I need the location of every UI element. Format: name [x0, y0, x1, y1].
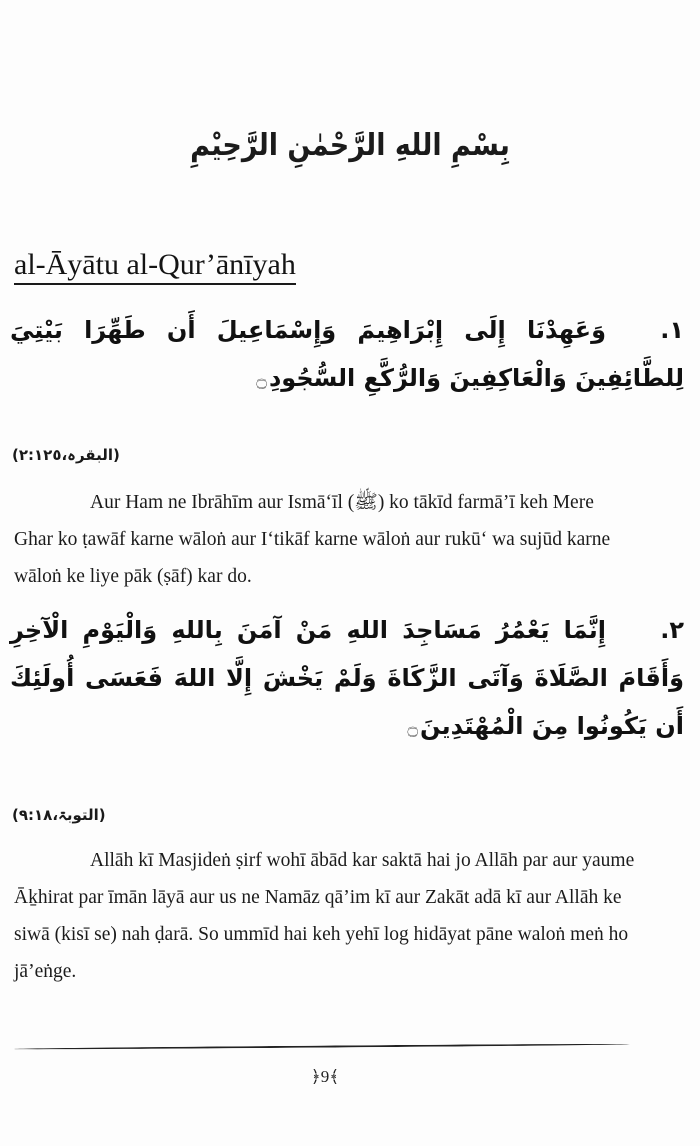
section-title: al-Āyātu al-Qur’ānīyah: [14, 248, 296, 285]
verse-end-mark-icon: ۝: [407, 718, 419, 739]
verse-1-number: ١.: [660, 316, 684, 344]
verse-2-text: إِنَّمَا يَعْمُرُ مَسَاجِدَ اللهِ مَنْ آمَنَ بِاللهِ وَالْيَوْمِ الْآخِرِ وَأَقَامَ الصَّلَاةَ وَآتَى الزَّكَاةَ وَلَمْ يَخْشَ إِلَّا اللهَ فَعَسَى أُولَئِكَ أَن يَكُونُوا مِنَ الْمُهْتَدِينَ: [10, 616, 684, 740]
verse-1-arabic: [10, 306, 684, 405]
verse-end-mark-icon: ۝: [256, 370, 267, 391]
page-number: ﴿9﴾: [310, 1067, 340, 1086]
verse-2-number: ٢.: [660, 616, 684, 644]
bismillah-calligraphy: بِسْمِ اللهِ الرَّحْمٰنِ الرَّحِيْمِ: [190, 128, 510, 163]
verse-2-arabic: [10, 606, 684, 753]
verse-1-text: وَعَهِدْنَا إِلَى إِبْرَاهِيمَ وَإِسْمَاعِيلَ أَن طَهِّرَا بَيْتِيَ لِلطَّائِفِينَ وَالْعَاكِفِينَ وَالرُّكَّعِ السُّجُودِ: [10, 316, 684, 392]
verse-2-translation: Allāh kī Masjideṅ ṣirf wohī ābād kar saktā hai jo Allāh par aur yaume Āḵhirat par īmān lāyā aur us ne Namāz qā’im kī aur Zakāt adā kī aur Allāh ke siwā (kisī se) nah ḍarā. So ummīd hai keh yehī log hidāyat pāne waloṅ meṅ ho jā’eṅge.: [14, 850, 635, 982]
verse-1-translation: Aur Ham ne Ibrāhīm aur Ismā‘īl (ﷺ) ko tākīd farmā’ī keh Mere Ghar ko ṭawāf karne wāloṅ aur I‘tikāf karne wāloṅ aur rukū‘ wa sujūd karne wāloṅ ke liye pāk (ṣāf) kar do.: [14, 492, 611, 587]
verse-1-reference: (البقرہ،٢:١٢٥): [12, 446, 120, 464]
footer-divider: [14, 1043, 630, 1050]
verse-2-reference: (التوبۃ،٩:١٨): [12, 806, 106, 824]
